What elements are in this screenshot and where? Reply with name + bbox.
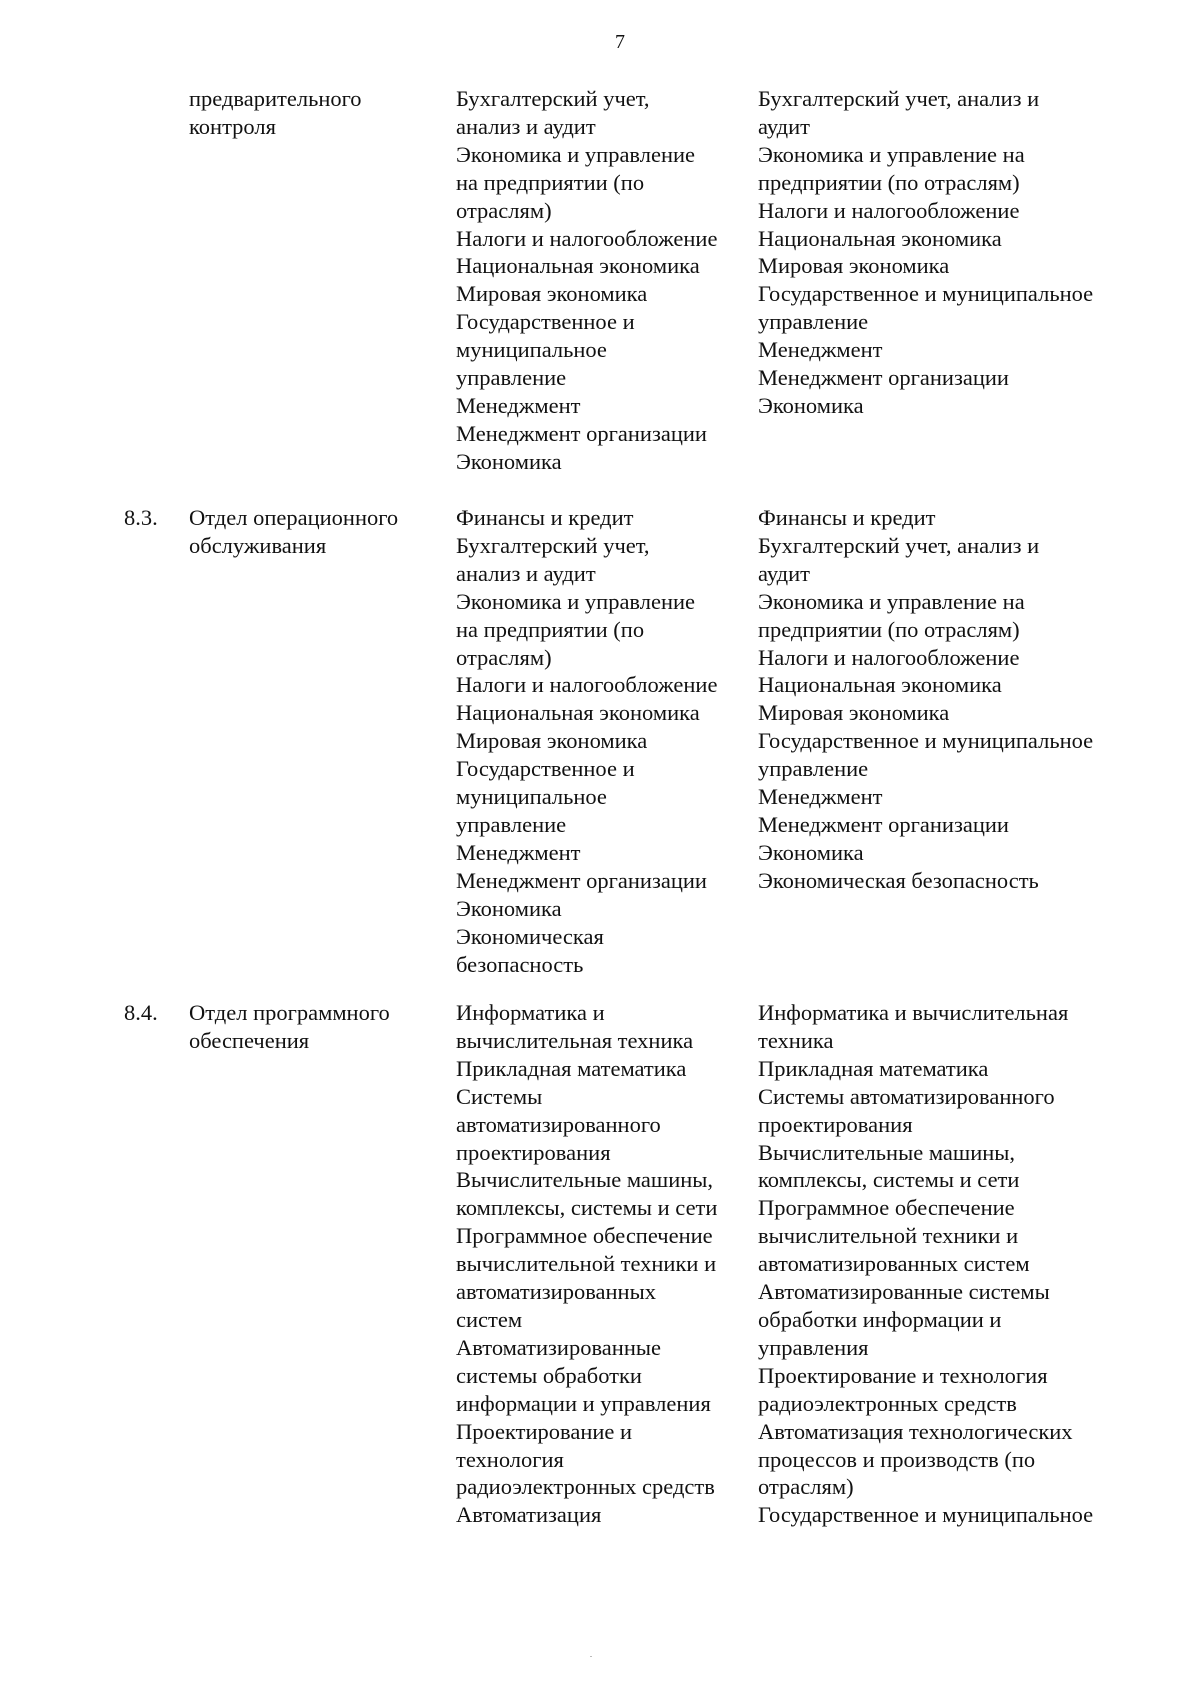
text-line: Налоги и налогообложение [758,197,1020,223]
text-line: автоматизированных [456,1279,656,1305]
text-line: Бухгалтерский учет, анализ и [758,532,1040,558]
specialties-column-b [758,999,1158,1529]
text-line: Информатика и вычислительная [758,1000,1069,1025]
specialties-column-b [758,85,1158,420]
text-line: управления [758,1334,869,1360]
text-line: Налоги и налогообложение [456,672,718,698]
text-line: Государственное и [456,309,635,335]
department-name [189,85,434,141]
text-line: системы обработки [456,1362,642,1388]
text-line: обработки информации и [758,1306,1002,1332]
text-line: вычислительной техники и [758,1223,1019,1249]
text-line: предприятии (по отраслям) [758,616,1020,642]
text-line: Системы автоматизированного [758,1083,1055,1109]
text-line: Государственное и муниципальное [758,1502,1094,1528]
text-line: отраслям) [456,644,552,670]
text-line: систем [456,1306,523,1332]
text-line: Информатика и [456,1000,605,1025]
text-line: Менеджмент организации [758,365,1009,391]
text-line: Менеджмент организации [758,811,1009,837]
text-line: Автоматизированные [456,1334,661,1360]
text-line: Национальная экономика [456,253,700,279]
text-line: аудит [758,113,810,139]
text-line: Системы [456,1083,543,1109]
text-line: Бухгалтерский учет, [456,86,650,111]
text-line: Менеджмент [758,337,883,363]
text-line: Национальная экономика [758,225,1002,251]
text-line: Экономика и управление [456,588,696,614]
text-line: обеспечения [189,1027,310,1053]
text-line: вычислительная техника [456,1027,694,1053]
text-line: Экономическая безопасность [758,867,1039,893]
text-line: Программное обеспечение [758,1195,1015,1221]
text-line: Прикладная математика [758,1055,989,1081]
text-line: проектирования [456,1139,611,1165]
text-line: анализ и аудит [456,113,596,139]
text-line: радиоэлектронных средств [758,1390,1017,1416]
text-line: Бухгалтерский учет, анализ и [758,86,1040,111]
text-line: Экономика и управление [456,141,696,167]
text-line: Финансы и кредит [456,505,634,530]
text-line: технология [456,1446,564,1472]
text-line: Мировая экономика [758,700,950,726]
text-line: автоматизированного [456,1111,661,1137]
text-line: Экономика и управление на [758,141,1025,167]
text-line: Налоги и налогообложение [758,644,1020,670]
text-line: предприятии (по отраслям) [758,169,1020,195]
text-line: проектирования [758,1111,913,1137]
text-line: Автоматизированные системы [758,1279,1050,1305]
text-line: Национальная экономика [456,700,700,726]
text-line: Экономика и управление на [758,588,1025,614]
text-line: Экономика [758,392,864,418]
specialties-column-b [758,504,1158,895]
department-name [189,999,434,1055]
text-line: вычислительной техники и [456,1251,717,1277]
text-line: анализ и аудит [456,560,596,586]
text-line: муниципальное [456,784,607,810]
department-name [189,504,434,560]
text-line: Программное обеспечение [456,1223,713,1249]
text-line: безопасность [456,951,584,977]
text-line: Мировая экономика [758,253,950,279]
specialties-column-a [456,85,756,476]
text-line: Прикладная математика [456,1055,687,1081]
text-line: Бухгалтерский учет, [456,532,650,558]
text-line: Финансы и кредит [758,505,936,530]
text-line: Отдел программного [189,1000,390,1025]
text-line: комплексы, системы и сети [456,1195,718,1221]
text-line: Экономика [456,448,562,474]
text-line: отраслям) [758,1474,854,1500]
text-line: автоматизированных систем [758,1251,1030,1277]
text-line: Государственное и [456,756,635,782]
text-line: Отдел операционного [189,505,399,530]
text-line: отраслям) [456,197,552,223]
text-line: радиоэлектронных средств [456,1474,715,1500]
scan-speck [590,1656,592,1657]
text-line: Менеджмент организации [456,867,707,893]
text-line: Менеджмент организации [456,420,707,446]
text-line: аудит [758,560,810,586]
page-number: 7 [615,31,625,53]
text-line: Менеджмент [456,392,581,418]
text-line: Экономическая [456,923,604,949]
text-line: Автоматизация [456,1502,602,1528]
text-line: Проектирование и технология [758,1362,1048,1388]
text-line: на предприятии (по [456,169,645,195]
text-line: процессов и производств (по [758,1446,1036,1472]
text-line: Экономика [456,895,562,921]
text-line: управление [758,309,869,335]
row-number: 8.3. [124,505,158,530]
text-line: Налоги и налогообложение [456,225,718,251]
text-line: Экономика [758,839,864,865]
text-line: информации и управления [456,1390,711,1416]
text-line: Проектирование и [456,1418,633,1444]
text-line: управление [456,811,567,837]
text-line: на предприятии (по [456,616,645,642]
text-line: Менеджмент [758,784,883,810]
text-line: Автоматизация технологических [758,1418,1073,1444]
text-line: предварительного [189,86,362,111]
text-line: Вычислительные машины, [758,1139,1016,1165]
text-line: Мировая экономика [456,728,648,754]
text-line: Вычислительные машины, [456,1167,714,1193]
specialties-column-a [456,999,756,1529]
text-line: техника [758,1027,834,1053]
text-line: Государственное и муниципальное [758,728,1094,754]
specialties-column-a [456,504,756,978]
row-number: 8.4. [124,1000,158,1025]
text-line: обслуживания [189,532,327,558]
text-line: муниципальное [456,337,607,363]
text-line: Мировая экономика [456,281,648,307]
text-line: Государственное и муниципальное [758,281,1094,307]
text-line: Менеджмент [456,839,581,865]
text-line: комплексы, системы и сети [758,1167,1020,1193]
text-line: управление [456,365,567,391]
text-line: управление [758,756,869,782]
text-line: контроля [189,113,276,139]
text-line: Национальная экономика [758,672,1002,698]
